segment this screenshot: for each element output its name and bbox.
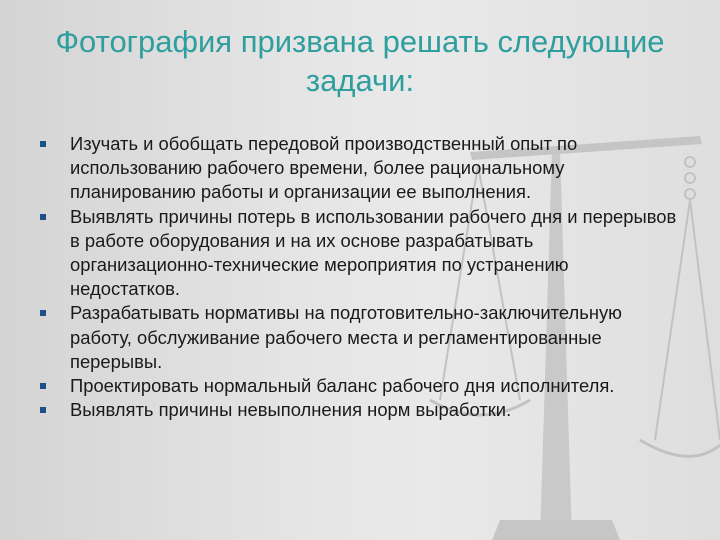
list-item-text: Проектировать нормальный баланс рабочего дня исполнителя. xyxy=(70,375,615,397)
square-bullet-icon xyxy=(40,383,46,389)
square-bullet-icon xyxy=(40,310,46,316)
list-item xyxy=(40,205,680,302)
slide-title: Фотография призвана решать следующие задачи: xyxy=(55,24,665,98)
list-item xyxy=(40,301,680,374)
list-item-text: Выявлять причины потерь в использовании рабочего дня и перерывов в работе оборудования и на их основе разрабатывать организационно-технические мероприятия по устранению недостатков. xyxy=(70,205,677,300)
list-item xyxy=(40,374,680,398)
list-item-text: Выявлять причины невыполнения норм выработки. xyxy=(70,399,512,421)
square-bullet-icon xyxy=(40,141,46,147)
bullet-list xyxy=(40,132,680,422)
list-item xyxy=(40,132,680,205)
list-item-text: Изучать и обобщать передовой производственный опыт по использованию рабочего времени, более рациональному планированию работы и организации ее выполнения. xyxy=(70,133,578,203)
square-bullet-icon xyxy=(40,214,46,220)
list-item xyxy=(40,398,680,422)
list-item-text: Разрабатывать нормативы на подготовительно-заключительную работу, обслуживание рабочего места и регламентированные перерывы. xyxy=(70,302,622,372)
square-bullet-icon xyxy=(40,407,46,413)
